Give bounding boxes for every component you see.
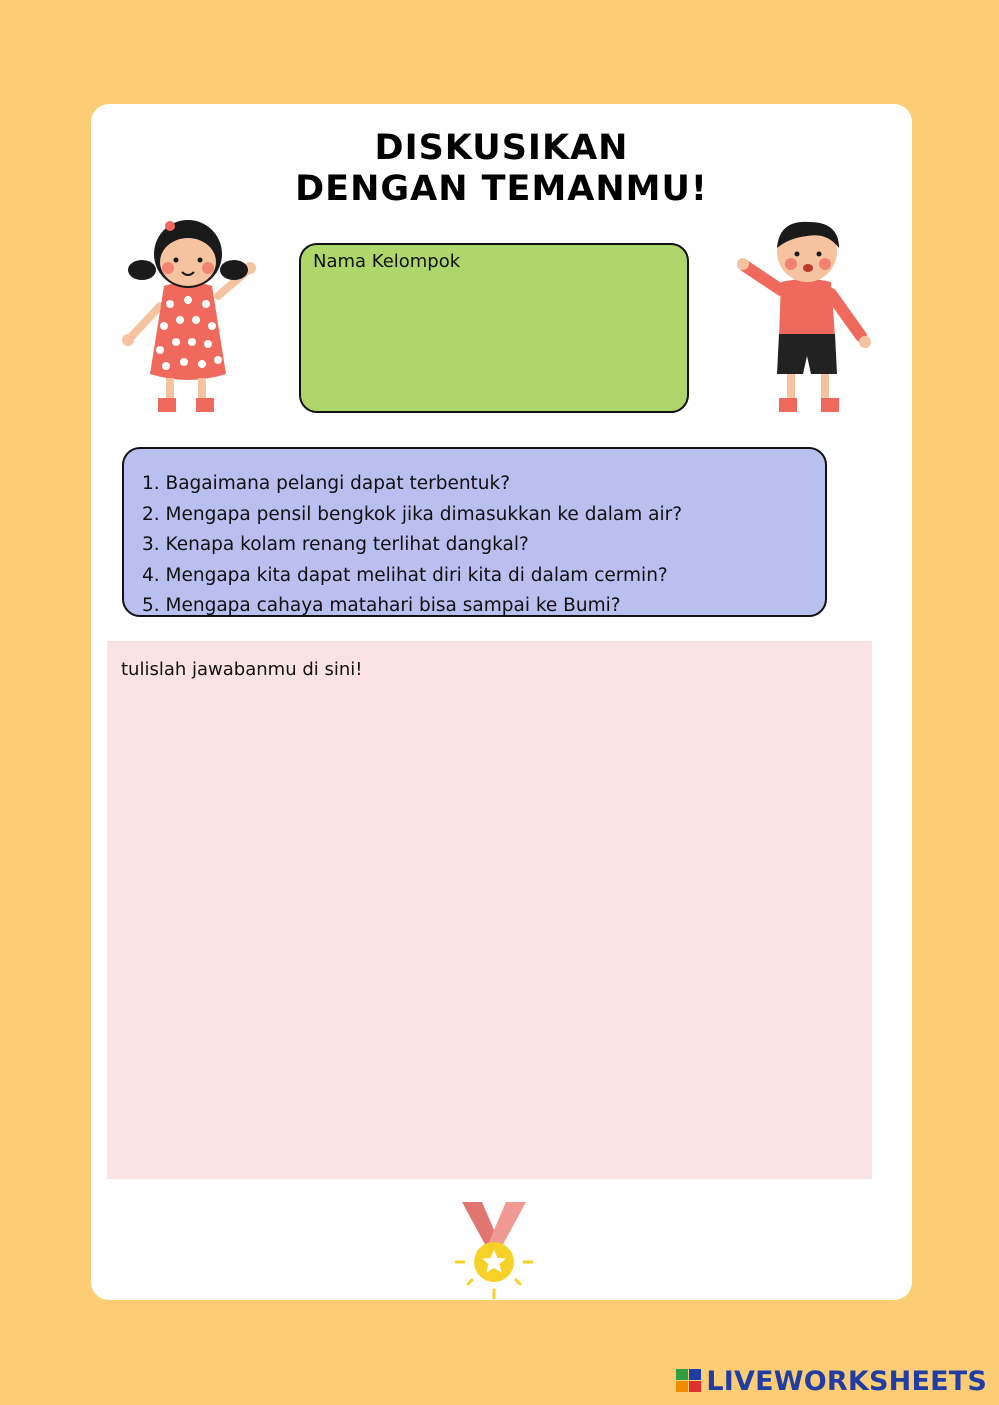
question-item: 1. Bagaimana pelangi dapat terbentuk?	[142, 473, 511, 494]
group-name-box[interactable]	[299, 243, 689, 413]
liveworksheets-logo-icon	[676, 1369, 702, 1393]
answer-label: tulislah jawabanmu di sini!	[121, 659, 363, 680]
girl-illustration	[118, 214, 260, 416]
page-title	[91, 128, 912, 210]
title-line-1: DISKUSIKAN	[374, 128, 629, 168]
answer-box[interactable]	[107, 641, 872, 1179]
questions-list	[142, 469, 682, 622]
boy-illustration	[735, 218, 877, 416]
question-item: 2. Mengapa pensil bengkok jika dimasukkan ke dalam air?	[142, 503, 683, 525]
question-item: 3. Kenapa kolam renang terlihat dangkal?	[142, 534, 529, 556]
question-item: 4. Mengapa kita dapat melihat diri kita di dalam cermin?	[142, 564, 668, 586]
group-name-label: Nama Kelompok	[313, 251, 461, 272]
brand-name: LIVEWORKSHEETS	[706, 1365, 987, 1397]
title-line-2: DENGAN TEMANMU!	[295, 169, 708, 209]
liveworksheets-logo[interactable]	[676, 1365, 987, 1397]
question-item: 5. Mengapa cahaya matahari bisa sampai ke Bumi?	[142, 595, 621, 617]
questions-box	[122, 447, 827, 617]
medal-icon	[452, 1200, 536, 1302]
